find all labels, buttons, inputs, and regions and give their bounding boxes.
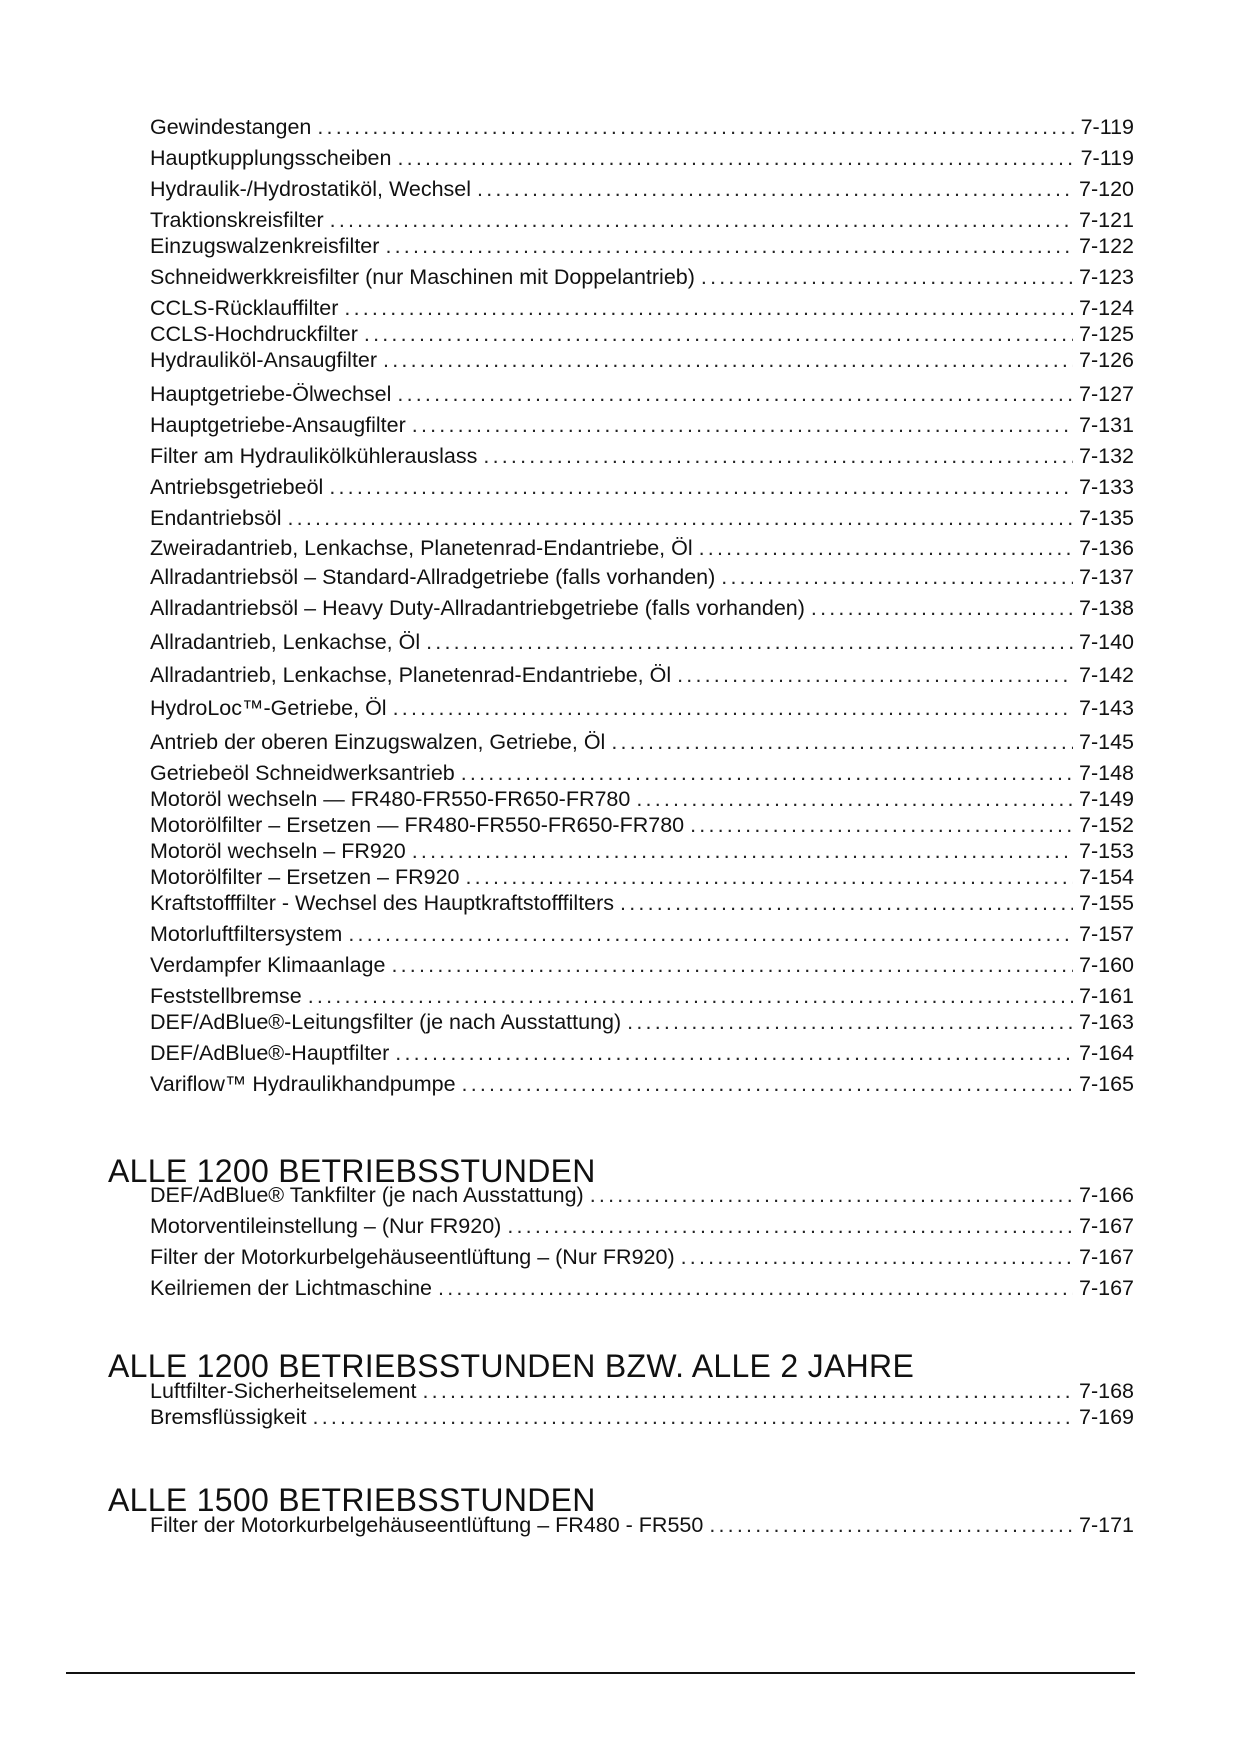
toc-entry[interactable] (150, 595, 1134, 621)
toc-entry[interactable] (150, 264, 1134, 290)
toc-entry-page: 7-127 (1079, 382, 1134, 406)
toc-entry-page: 7-153 (1079, 839, 1134, 863)
toc-entry[interactable] (150, 1182, 1134, 1208)
leader-dots (313, 1404, 1073, 1430)
toc-entry[interactable] (150, 474, 1134, 500)
leader-dots (317, 114, 1074, 140)
toc-entry[interactable] (150, 838, 1134, 864)
toc-entry[interactable] (150, 207, 1134, 233)
toc-entry-label: Hydrauliköl-Ansaugfilter (150, 348, 378, 372)
toc-entry[interactable] (150, 1404, 1134, 1430)
toc-entry-label: Motorventileinstellung – (Nur FR920) (150, 1214, 502, 1238)
leader-dots (636, 786, 1073, 812)
toc-entry-page: 7-142 (1079, 663, 1134, 687)
toc-entry-page: 7-154 (1079, 865, 1134, 889)
leader-dots (477, 176, 1073, 202)
toc-entry-label: CCLS-Rücklauffilter (150, 296, 339, 320)
toc-entry-label: Bremsflüssigkeit (150, 1405, 307, 1429)
leader-dots (397, 145, 1074, 171)
leader-dots (627, 1009, 1073, 1035)
toc-entry-label: Luftfilter-Sicherheitselement (150, 1379, 417, 1403)
toc-entry[interactable] (150, 812, 1134, 838)
toc-entry-page: 7-121 (1079, 208, 1134, 232)
toc-entry-page: 7-168 (1079, 1379, 1134, 1403)
toc-entry-page: 7-149 (1079, 787, 1134, 811)
toc-entry-label: Allradantrieb, Lenkachse, Öl (150, 630, 421, 654)
toc-entry-label: DEF/AdBlue®-Leitungsfilter (je nach Ausstattung) (150, 1010, 622, 1034)
toc-entry-label: Antriebsgetriebeöl (150, 475, 324, 499)
toc-entry-page: 7-138 (1079, 596, 1134, 620)
leader-dots (701, 264, 1073, 290)
toc-entry[interactable] (150, 1040, 1134, 1066)
leader-dots (461, 760, 1073, 786)
toc-entry-page: 7-131 (1079, 413, 1134, 437)
leader-dots (721, 564, 1073, 590)
leader-dots (690, 812, 1073, 838)
leader-dots (391, 952, 1073, 978)
toc-entry[interactable] (150, 629, 1134, 655)
toc-entry[interactable] (150, 760, 1134, 786)
toc-entry-label: CCLS-Hochdruckfilter (150, 322, 358, 346)
toc-entry[interactable] (150, 381, 1134, 407)
toc-entry[interactable] (150, 1512, 1134, 1538)
toc-entry[interactable] (150, 535, 1134, 561)
leader-dots (348, 921, 1073, 947)
leader-dots (287, 505, 1073, 531)
toc-entry-page: 7-143 (1079, 696, 1134, 720)
toc-entry-label: Filter der Motorkurbelgehäuseentlüftung – FR480 - FR550 (150, 1513, 704, 1537)
toc-entry-label: Endantriebsöl (150, 506, 282, 530)
toc-entry-label: DEF/AdBlue® Tankfilter (je nach Ausstattung) (150, 1183, 584, 1207)
toc-entry-label: Hauptgetriebe-Ölwechsel (150, 382, 392, 406)
toc-entry[interactable] (150, 145, 1134, 171)
leader-dots (483, 443, 1073, 469)
footer-rule (66, 1672, 1135, 1674)
toc-entry[interactable] (150, 1244, 1134, 1270)
section-heading-1500: ALLE 1500 BETRIEBSSTUNDEN (108, 1482, 596, 1518)
leader-dots (330, 207, 1073, 233)
toc-entry-page: 7-160 (1079, 953, 1134, 977)
toc-entry-page: 7-171 (1079, 1513, 1134, 1537)
leader-dots (507, 1213, 1073, 1239)
toc-entry-page: 7-152 (1079, 813, 1134, 837)
toc-entry-label: DEF/AdBlue®-Hauptfilter (150, 1041, 390, 1065)
toc-entry-label: Allradantriebsöl – Standard-Allradgetriebe (falls vorhanden) (150, 565, 716, 589)
toc-entry-label: Allradantriebsöl – Heavy Duty-Allradantriebgetriebe (falls vorhanden) (150, 596, 805, 620)
toc-entry[interactable] (150, 864, 1134, 890)
toc-entry-label: Allradantrieb, Lenkachse, Planetenrad-Endantriebe, Öl (150, 663, 672, 687)
toc-entry-page: 7-140 (1079, 630, 1134, 654)
leader-dots (438, 1275, 1073, 1301)
leader-dots (364, 321, 1073, 347)
toc-entry[interactable] (150, 1275, 1134, 1301)
toc-entry-page: 7-136 (1079, 536, 1134, 560)
toc-entry-label: Motorölfilter – Ersetzen — FR480-FR550-FR650-FR780 (150, 813, 685, 837)
toc-entry-label: Hydraulik-/Hydrostatiköl, Wechsel (150, 177, 472, 201)
leader-dots (344, 295, 1073, 321)
toc-entry-label: Motorölfilter – Ersetzen – FR920 (150, 865, 460, 889)
toc-entry[interactable] (150, 233, 1134, 259)
toc-entry-label: Schneidwerkkreisfilter (nur Maschinen mit Doppelantrieb) (150, 265, 695, 289)
toc-entry-label: Motoröl wechseln — FR480-FR550-FR650-FR780 (150, 787, 631, 811)
toc-entry-page: 7-135 (1079, 506, 1134, 530)
toc-entry-label: Keilriemen der Lichtmaschine (150, 1276, 433, 1300)
leader-dots (699, 535, 1073, 561)
toc-entry-label: Verdampfer Klimaanlage (150, 953, 386, 977)
toc-entry[interactable] (150, 176, 1134, 202)
toc-entry[interactable] (150, 1213, 1134, 1239)
toc-entry-label: Feststellbremse (150, 984, 302, 1008)
toc-entry[interactable] (150, 564, 1134, 590)
toc-entry-label: Traktionskreisfilter (150, 208, 324, 232)
leader-dots (811, 595, 1073, 621)
toc-entry-page: 7-155 (1079, 891, 1134, 915)
toc-entry-page: 7-165 (1079, 1072, 1134, 1096)
toc-entry[interactable] (150, 443, 1134, 469)
toc-entry-label: HydroLoc™-Getriebe, Öl (150, 696, 387, 720)
toc-entry[interactable] (150, 1378, 1134, 1404)
toc-entry-label: Filter der Motorkurbelgehäuseentlüftung – (Nur FR920) (150, 1245, 675, 1269)
leader-dots (611, 729, 1073, 755)
toc-entry[interactable] (150, 1071, 1134, 1097)
toc-entry[interactable] (150, 921, 1134, 947)
toc-entry[interactable] (150, 786, 1134, 812)
toc-entry-label: Getriebeöl Schneidwerksantrieb (150, 761, 455, 785)
leader-dots (412, 838, 1073, 864)
toc-entry[interactable] (150, 412, 1134, 438)
leader-dots (395, 1040, 1073, 1066)
toc-entry-label: Hauptkupplungsscheiben (150, 146, 392, 170)
toc-entry[interactable] (150, 952, 1134, 978)
toc-entry-page: 7-133 (1079, 475, 1134, 499)
toc-entry[interactable] (150, 729, 1134, 755)
toc-entry-label: Motoröl wechseln – FR920 (150, 839, 406, 863)
leader-dots (426, 629, 1073, 655)
toc-entry-label: Kraftstofffilter - Wechsel des Hauptkraftstofffilters (150, 891, 615, 915)
toc-entry[interactable] (150, 890, 1134, 916)
toc-entry-page: 7-124 (1079, 296, 1134, 320)
toc-entry[interactable] (150, 983, 1134, 1009)
toc-entry-page: 7-123 (1079, 265, 1134, 289)
toc-entry-page: 7-132 (1079, 444, 1134, 468)
leader-dots (466, 864, 1074, 890)
toc-entry[interactable] (150, 662, 1134, 688)
leader-dots (329, 474, 1073, 500)
leader-dots (397, 381, 1073, 407)
toc-entry-page: 7-119 (1080, 146, 1134, 170)
leader-dots (412, 412, 1073, 438)
leader-dots (677, 662, 1073, 688)
toc-entry-page: 7-167 (1079, 1214, 1134, 1238)
toc-entry-page: 7-161 (1079, 984, 1134, 1008)
toc-entry-page: 7-125 (1079, 322, 1134, 346)
toc-entry-page: 7-166 (1079, 1183, 1134, 1207)
toc-entry-label: Filter am Hydraulikölkühlerauslass (150, 444, 478, 468)
section-heading-1200: ALLE 1200 BETRIEBSSTUNDEN (108, 1153, 596, 1189)
toc-entry-page: 7-167 (1079, 1276, 1134, 1300)
toc-entry-page: 7-157 (1079, 922, 1134, 946)
leader-dots (308, 983, 1073, 1009)
leader-dots (383, 347, 1073, 373)
toc-entry[interactable] (150, 295, 1134, 321)
toc-entry-label: Zweiradantrieb, Lenkachse, Planetenrad-Endantriebe, Öl (150, 536, 693, 560)
leader-dots (393, 695, 1073, 721)
toc-entry[interactable] (150, 505, 1134, 531)
toc-entry-page: 7-169 (1079, 1405, 1134, 1429)
leader-dots (462, 1071, 1073, 1097)
leader-dots (709, 1512, 1073, 1538)
toc-entry-page: 7-120 (1079, 177, 1134, 201)
toc-entry[interactable] (150, 321, 1134, 347)
leader-dots (681, 1244, 1073, 1270)
leader-dots (422, 1378, 1073, 1404)
toc-entry-page: 7-164 (1079, 1041, 1134, 1065)
toc-entry-page: 7-126 (1079, 348, 1134, 372)
toc-entry-label: Hauptgetriebe-Ansaugfilter (150, 413, 406, 437)
toc-entry-page: 7-119 (1080, 115, 1134, 139)
toc-entry-label: Antrieb der oberen Einzugswalzen, Getriebe, Öl (150, 730, 606, 754)
toc-entry-page: 7-148 (1079, 761, 1134, 785)
toc-entry-page: 7-145 (1079, 730, 1134, 754)
leader-dots (385, 233, 1073, 259)
toc-entry-page: 7-137 (1079, 565, 1134, 589)
toc-entry[interactable] (150, 695, 1134, 721)
toc-entry-label: Motorluftfiltersystem (150, 922, 343, 946)
toc-entry-page: 7-167 (1079, 1245, 1134, 1269)
toc-entry-page: 7-163 (1079, 1010, 1134, 1034)
section-heading-1200-2-jahre: ALLE 1200 BETRIEBSSTUNDEN BZW. ALLE 2 JAHRE (108, 1348, 915, 1384)
toc-entry[interactable] (150, 114, 1134, 140)
toc-entry-label: Variflow™ Hydraulikhandpumpe (150, 1072, 456, 1096)
toc-entry[interactable] (150, 347, 1134, 373)
leader-dots (590, 1182, 1073, 1208)
toc-entry-page: 7-122 (1079, 234, 1134, 258)
toc-entry-label: Gewindestangen (150, 115, 312, 139)
toc-entry-label: Einzugswalzenkreisfilter (150, 234, 380, 258)
toc-entry[interactable] (150, 1009, 1134, 1035)
leader-dots (620, 890, 1073, 916)
